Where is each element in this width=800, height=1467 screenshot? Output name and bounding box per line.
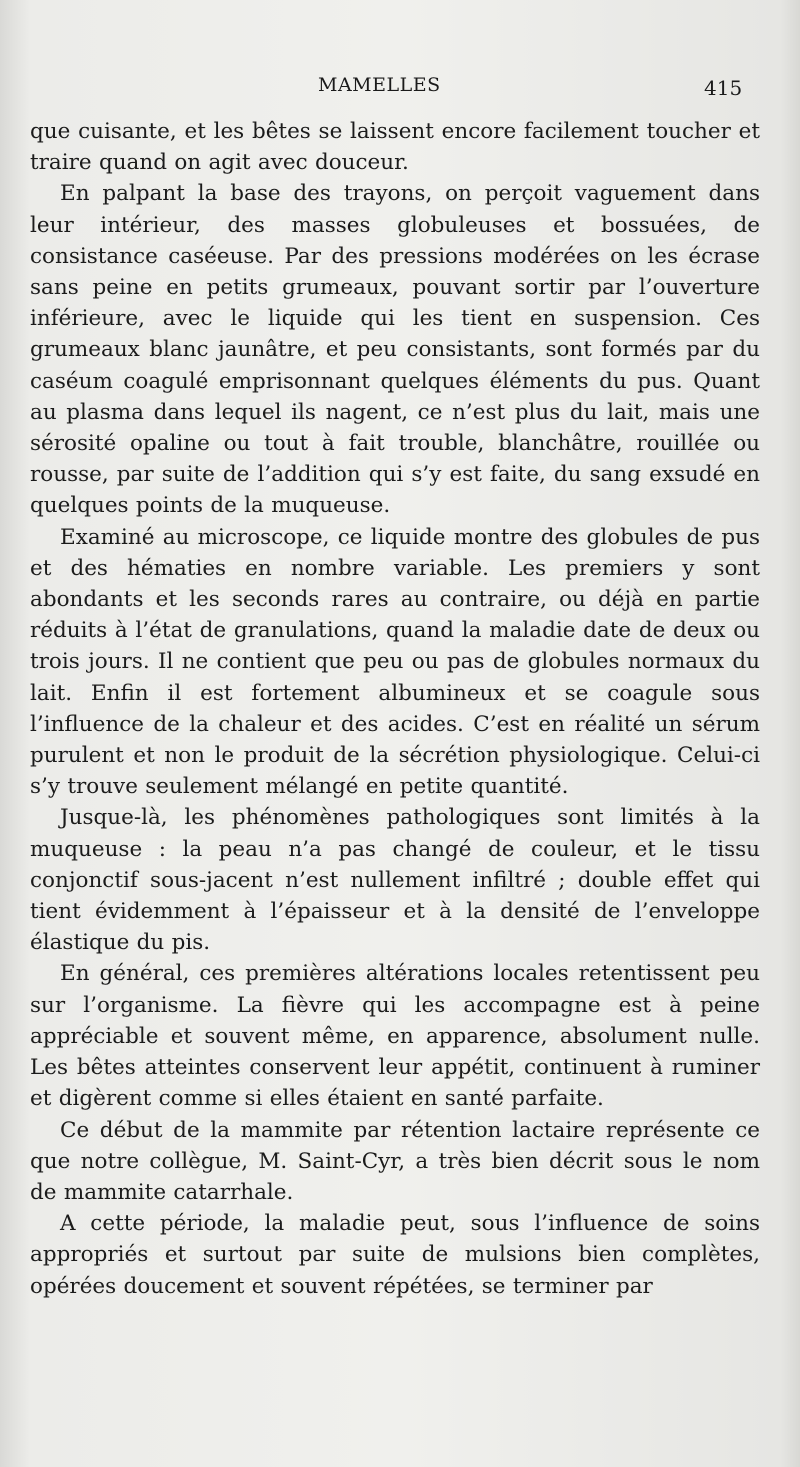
page-header [0,74,800,104]
paragraph-2: En palpant la base des trayons, on perçoit vaguement dans leur intérieur, des masses globuleuses et bossuées, de consistance caséeuse. Par des pressions modérées on les écrase sans peine en petits grumeaux, pouvant sortir par l’ouverture inférieure, avec le liquide qui les tient en suspension. Ces grumeaux blanc jaunâtre, et peu consistants, sont formés par du caséum coagulé emprisonnant quelques éléments du pus. Quant au plasma dans lequel ils nagent, ce n’est plus du lait, mais une sérosité opaline ou tout à fait trouble, blanchâtre, rouillée ou rousse, par suite de l’addition qui s’y est faite, du sang exsudé en quelques points de la muqueuse. [30,181,760,519]
paragraph-5: En général, ces premières altérations locales retentissent peu sur l’organisme. La fièvre qui les accompagne est à peine appréciable et souvent même, en apparence, absolument nulle. Les bêtes atteintes conservent leur appétit, continuent à ruminer et digèrent comme si elles étaient en santé parfaite. [30,961,760,1112]
paragraph-7: A cette période, la maladie peut, sous l’influence de soins appropriés et surtout par suite de mulsions bien complètes, opérées doucement et souvent répétées, se terminer par [30,1211,760,1299]
body-text [30,116,760,1302]
running-title: MAMELLES [318,74,441,96]
paragraph-3: Examiné au microscope, ce liquide montre des globules de pus et des hématies en nombre variable. Les premiers y sont abondants et les seconds rares au contraire, ou déjà en partie réduits à l’état de granulations, quand la maladie date de deux ou trois jours. Il ne contient que peu ou pas de globules normaux du lait. Enfin il est fortement albumineux et se coagule sous l’influence de la chaleur et des acides. C’est en réalité un sérum purulent et non le produit de la sécrétion physiologique. Celui-ci s’y trouve seulement mélangé en petite quantité. [30,524,760,800]
paragraph-1: que cuisante, et les bêtes se laissent encore facilement toucher et traire quand on agit avec douceur. [30,119,760,176]
paragraph-4: Jusque-là, les phénomènes pathologiques sont limités à la muqueuse : la peau n’a pas changé de couleur, et le tissu conjonctif sous-jacent n’est nullement infiltré ; double effet qui tient évidemment à l’épaisseur et à la densité de l’enveloppe élastique du pis. [30,805,760,956]
paragraph-6: Ce début de la mammite par rétention lactaire représente ce que notre collègue, M. Saint-Cyr, a très bien décrit sous le nom de mammite catarrhale. [30,1117,760,1205]
page-number: 415 [704,76,743,100]
